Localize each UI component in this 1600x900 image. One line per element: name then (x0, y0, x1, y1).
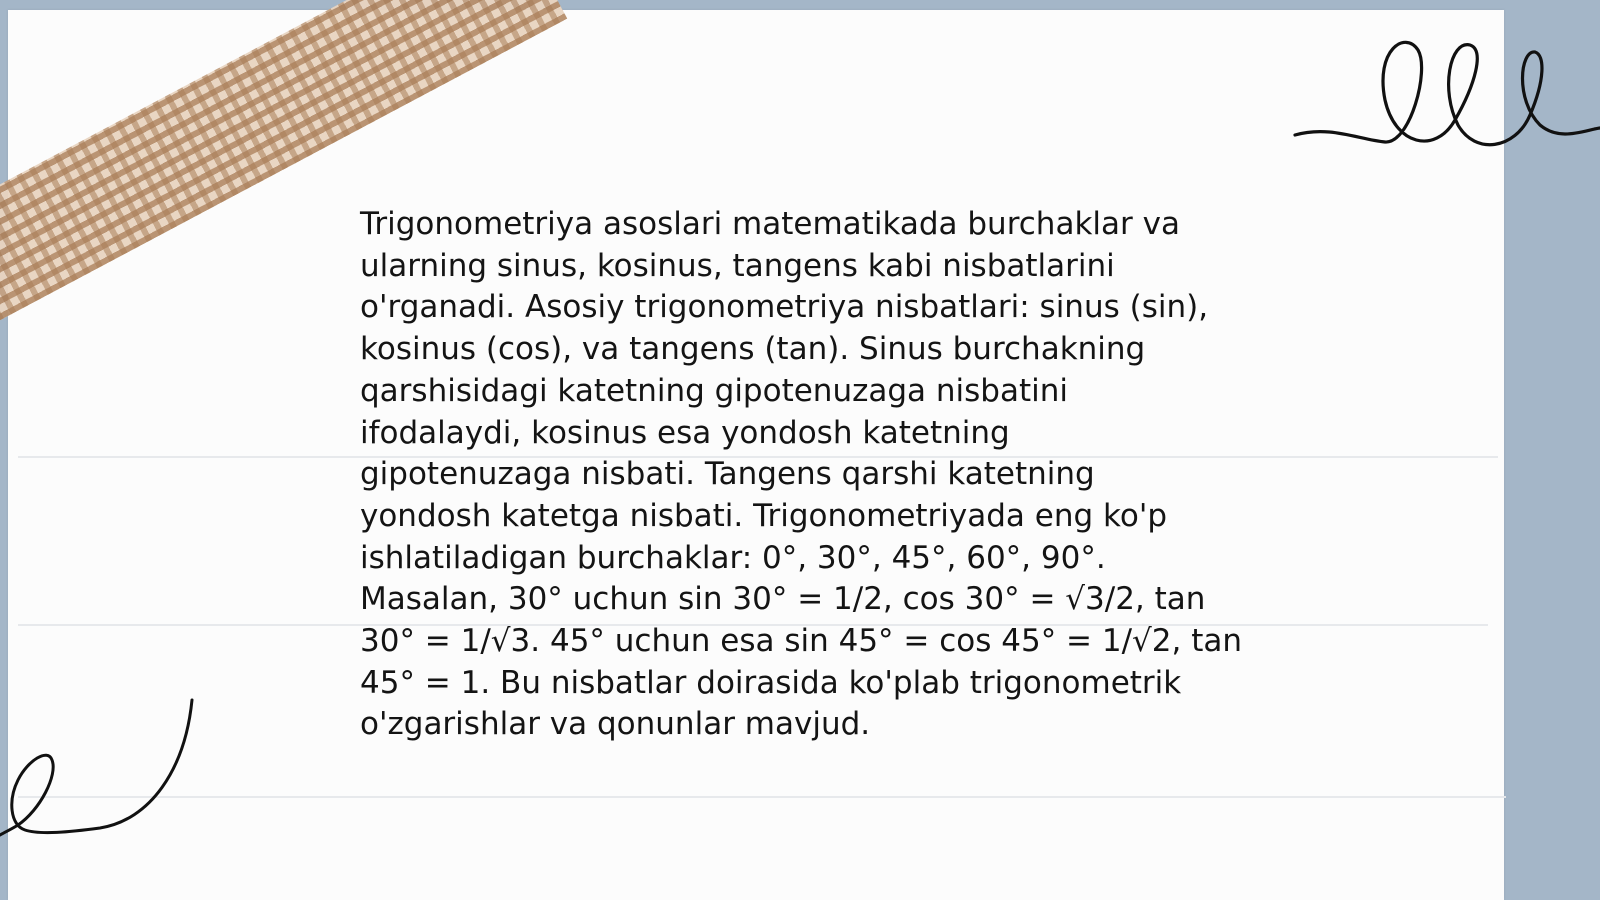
loop-scribble-icon (1290, 30, 1600, 165)
slide-body-text: Trigonometriya asoslari matematikada burchaklar va ularning sinus, kosinus, tangens kabi nisbatlarini o'rganadi. Asosiy trigonometriya nisbatlari: sinus (sin), kosinus (cos), va tangens (tan). Sinus burchakning qarshisidagi katetning gipotenuzaga nisbatini ifodalaydi, kosinus esa yondosh katetning gipotenuzaga nisbati. Tangens qarshi katetning yondosh katetga nisbati. Trigonometriyada eng ko'p ishlatiladigan burchaklar: 0°, 30°, 45°, 60°, 90°. Masalan, 30° uchun sin 30° = 1/2, cos 30° = √3/2, tan 30° = 1/√3. 45° uchun esa sin 45° = cos 45° = 1/√2, tan 45° = 1. Bu nisbatlar doirasida ko'plab trigonometrik o'zgarishlar va qonunlar mavjud. (360, 206, 1243, 743)
loop-scribble-icon (0, 690, 200, 850)
paper-rule-line (18, 796, 1506, 798)
